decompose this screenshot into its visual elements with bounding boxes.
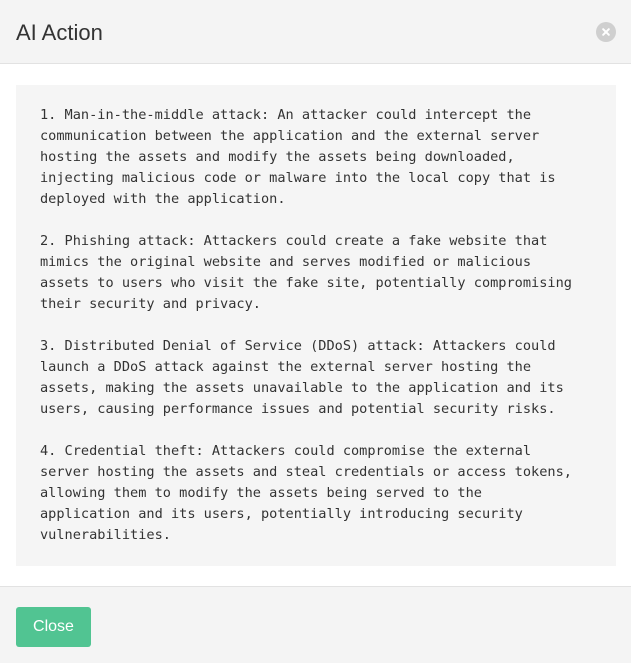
dialog-body: [0, 64, 631, 586]
ai-result-box: [16, 85, 616, 566]
dialog-footer: [0, 586, 631, 663]
result-paragraph: 1. Man-in-the-middle attack: An attacker could intercept the communication between the application and the external server hosting the assets and modify the assets being downloaded, injecting malicious code or malware into the local copy that is deployed with the application.: [40, 107, 556, 207]
result-paragraph: 4. Credential theft: Attackers could compromise the external server hosting the assets and steal credentials or access tokens, allowing them to modify the assets being served to the application and its users, potentially introducing security vulnerabilities.: [40, 443, 572, 543]
result-paragraph: 3. Distributed Denial of Service (DDoS) attack: Attackers could launch a DDoS attack against the external server hosting the assets, making the assets unavailable to the application and its users, causing performance issues and potential security risks.: [40, 338, 564, 417]
dialog-header: [0, 0, 631, 64]
close-circle-icon[interactable]: [596, 22, 616, 42]
close-button[interactable]: Close: [16, 607, 91, 647]
dialog-title: AI Action: [16, 20, 103, 45]
result-paragraph: 2. Phishing attack: Attackers could create a fake website that mimics the original website and serves modified or malicious assets to users who visit the fake site, potentially compromising their security and privacy.: [40, 233, 572, 312]
